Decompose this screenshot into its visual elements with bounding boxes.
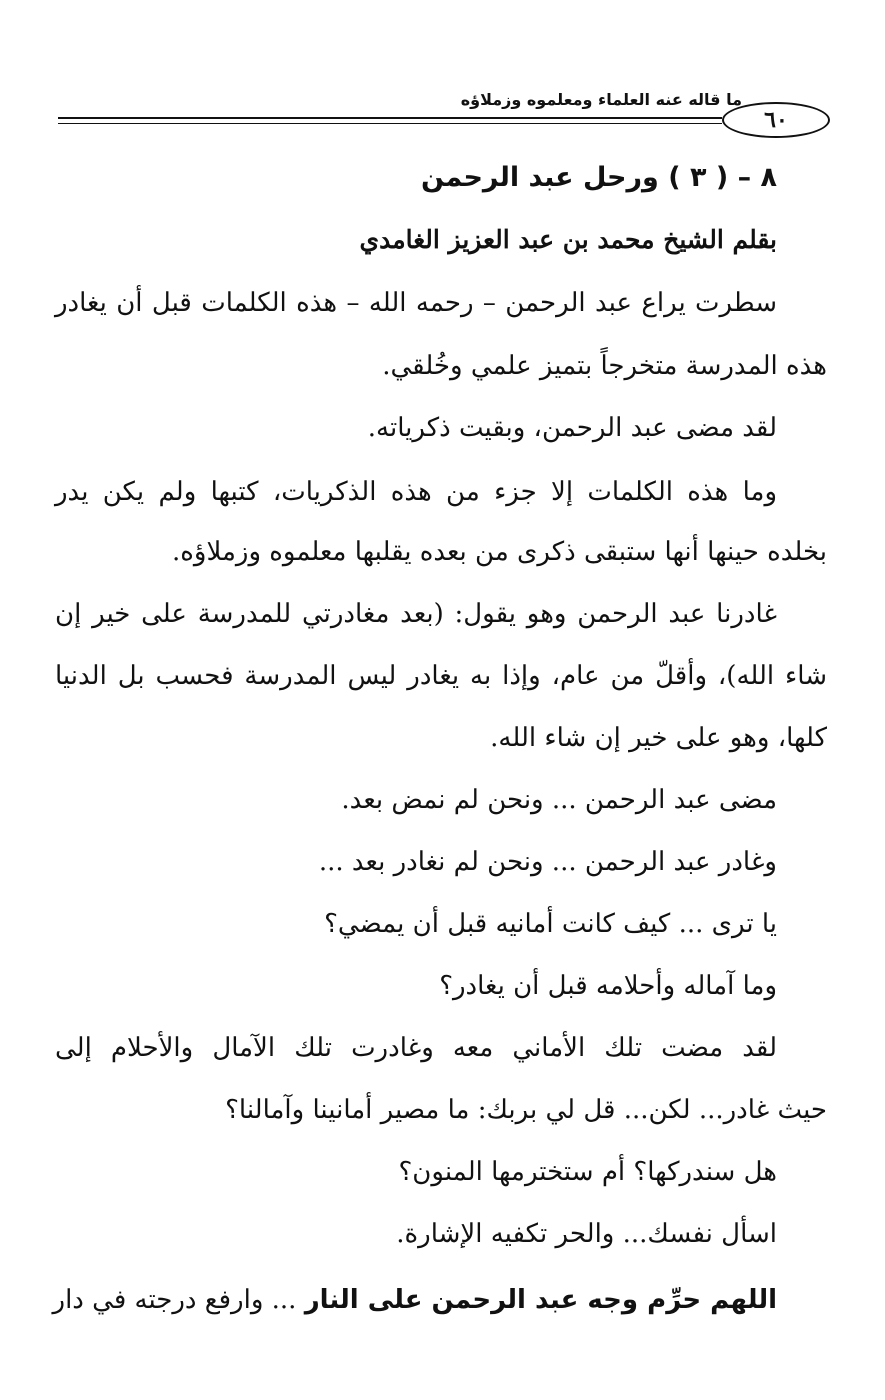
text-line: اسأل نفسك... والحر تكفيه الإشارة. <box>396 1219 777 1249</box>
section-heading: ٨ – ( ٣ ) ورحل عبد الرحمن <box>421 162 777 193</box>
text-line: وغادر عبد الرحمن ... ونحن لم نغادر بعد ... <box>318 847 777 877</box>
bold-prayer: اللهم حرِّم وجه عبد الرحمن على النار <box>304 1285 777 1315</box>
text-line: حيث غادر... لكن... قل لي بربك: ما مصير أمانينا وآمالنا؟ <box>225 1095 827 1125</box>
text-line: يا ترى ... كيف كانت أمانيه قبل أن يمضي؟ <box>324 909 777 939</box>
text-line <box>52 1280 777 1320</box>
text-line: كلها، وهو على خير إن شاء الله. <box>490 723 827 753</box>
text-line: مضى عبد الرحمن ... ونحن لم نمض بعد. <box>341 785 777 815</box>
header-rule-thin <box>58 123 722 124</box>
text-line: سطرت يراع عبد الرحمن – رحمه الله – هذه الكلمات قبل أن يغادر <box>55 288 777 318</box>
text-line: هل سندركها؟ أم ستخترمها المنون؟ <box>398 1157 777 1187</box>
prayer-continuation: ... وارفع درجته في دار <box>52 1285 297 1315</box>
text-line: غادرنا عبد الرحمن وهو يقول: (بعد مغادرتي للمدرسة على خير إن <box>55 599 777 629</box>
running-header <box>58 86 830 146</box>
text-line: لقد مضت تلك الأماني معه وغادرت تلك الآمال والأحلام إلى <box>55 1033 777 1063</box>
byline: بقلم الشيخ محمد بن عبد العزيز الغامدي <box>359 225 777 254</box>
text-line: وما آماله وأحلامه قبل أن يغادر؟ <box>439 971 777 1001</box>
text-line: لقد مضى عبد الرحمن، وبقيت ذكرياته. <box>367 413 777 443</box>
page-number: ٦٠ <box>722 102 830 138</box>
text-line: وما هذه الكلمات إلا جزء من هذه الذكريات، كتبها ولم يكن يدر <box>55 477 777 507</box>
header-rule-thick <box>58 117 722 119</box>
text-line: بخلده حينها أنها ستبقى ذكرى من بعده يقلبها معلموه وزملاؤه. <box>172 537 827 567</box>
text-line: هذه المدرسة متخرجاً بتميز علمي وخُلقي. <box>382 351 827 381</box>
text-line: شاء الله)، وأقلّ من عام، وإذا به يغادر ليس المدرسة فحسب بل الدنيا <box>55 661 827 691</box>
header-title: ما قاله عنه العلماء ومعلموه وزملاؤه <box>460 90 742 109</box>
